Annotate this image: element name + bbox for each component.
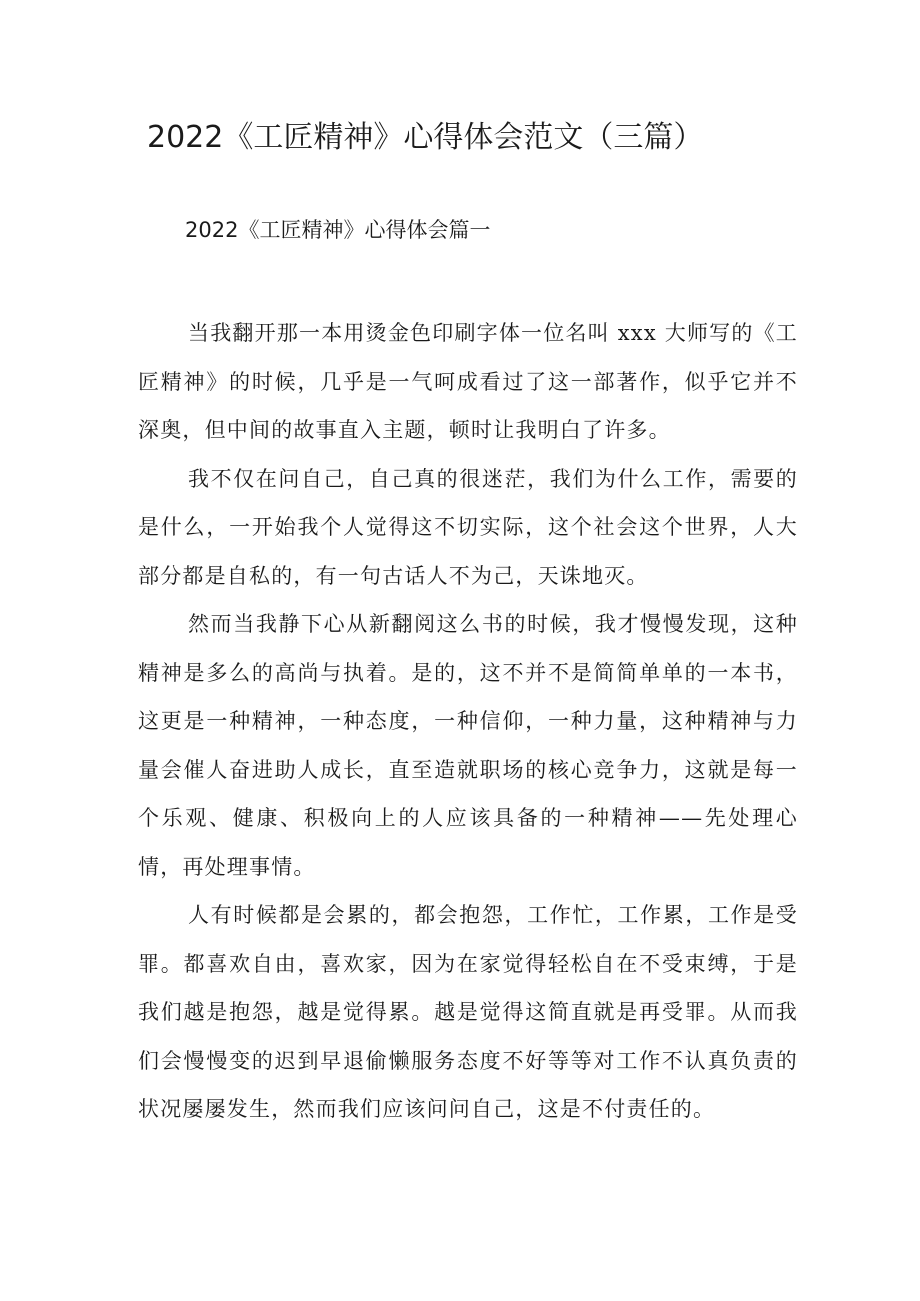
paragraph-1: 当我翻开那一本用烫金色印刷字体一位名叫 xxx 大师写的《工匠精神》的时候，几乎是一气呵成看过了这一部著作，似乎它并不深奥，但中间的故事直入主题，顿时让我明白了许多。 <box>138 321 798 442</box>
body-text <box>138 309 798 1134</box>
paragraph-3: 然而当我静下心从新翻阅这么书的时候，我才慢慢发现，这种精神是多么的高尚与执着。是的，这不并不是简简单单的一本书，这更是一种精神，一种态度，一种信仰，一种力量，这种精神与力量会催人奋进助人成长，直至造就职场的核心竞争力，这就是每一个乐观、健康、积极向上的人应该具备的一种精神——先处理心情，再处理事情。 <box>138 612 798 879</box>
document-title: 2022《工匠精神》心得体会范文（三篇） <box>147 120 704 155</box>
paragraph-4: 人有时候都是会累的，都会抱怨，工作忙，工作累，工作是受罪。都喜欢自由，喜欢家，因为在家觉得轻松自在不受束缚，于是我们越是抱怨，越是觉得累。越是觉得这简直就是再受罪。从而我们会慢慢变的迟到早退偷懒服务态度不好等等对工作不认真负责的状况屡屡发生，然而我们应该问问自己，这是不付责任的。 <box>138 903 798 1121</box>
section-heading: 2022《工匠精神》心得体会篇一 <box>185 218 491 242</box>
paragraph-2: 我不仅在问自己，自己真的很迷茫，我们为什么工作，需要的是什么，一开始我个人觉得这不切实际，这个社会这个世界，人大部分都是自私的，有一句古话人不为己，天诛地灭。 <box>138 466 798 588</box>
